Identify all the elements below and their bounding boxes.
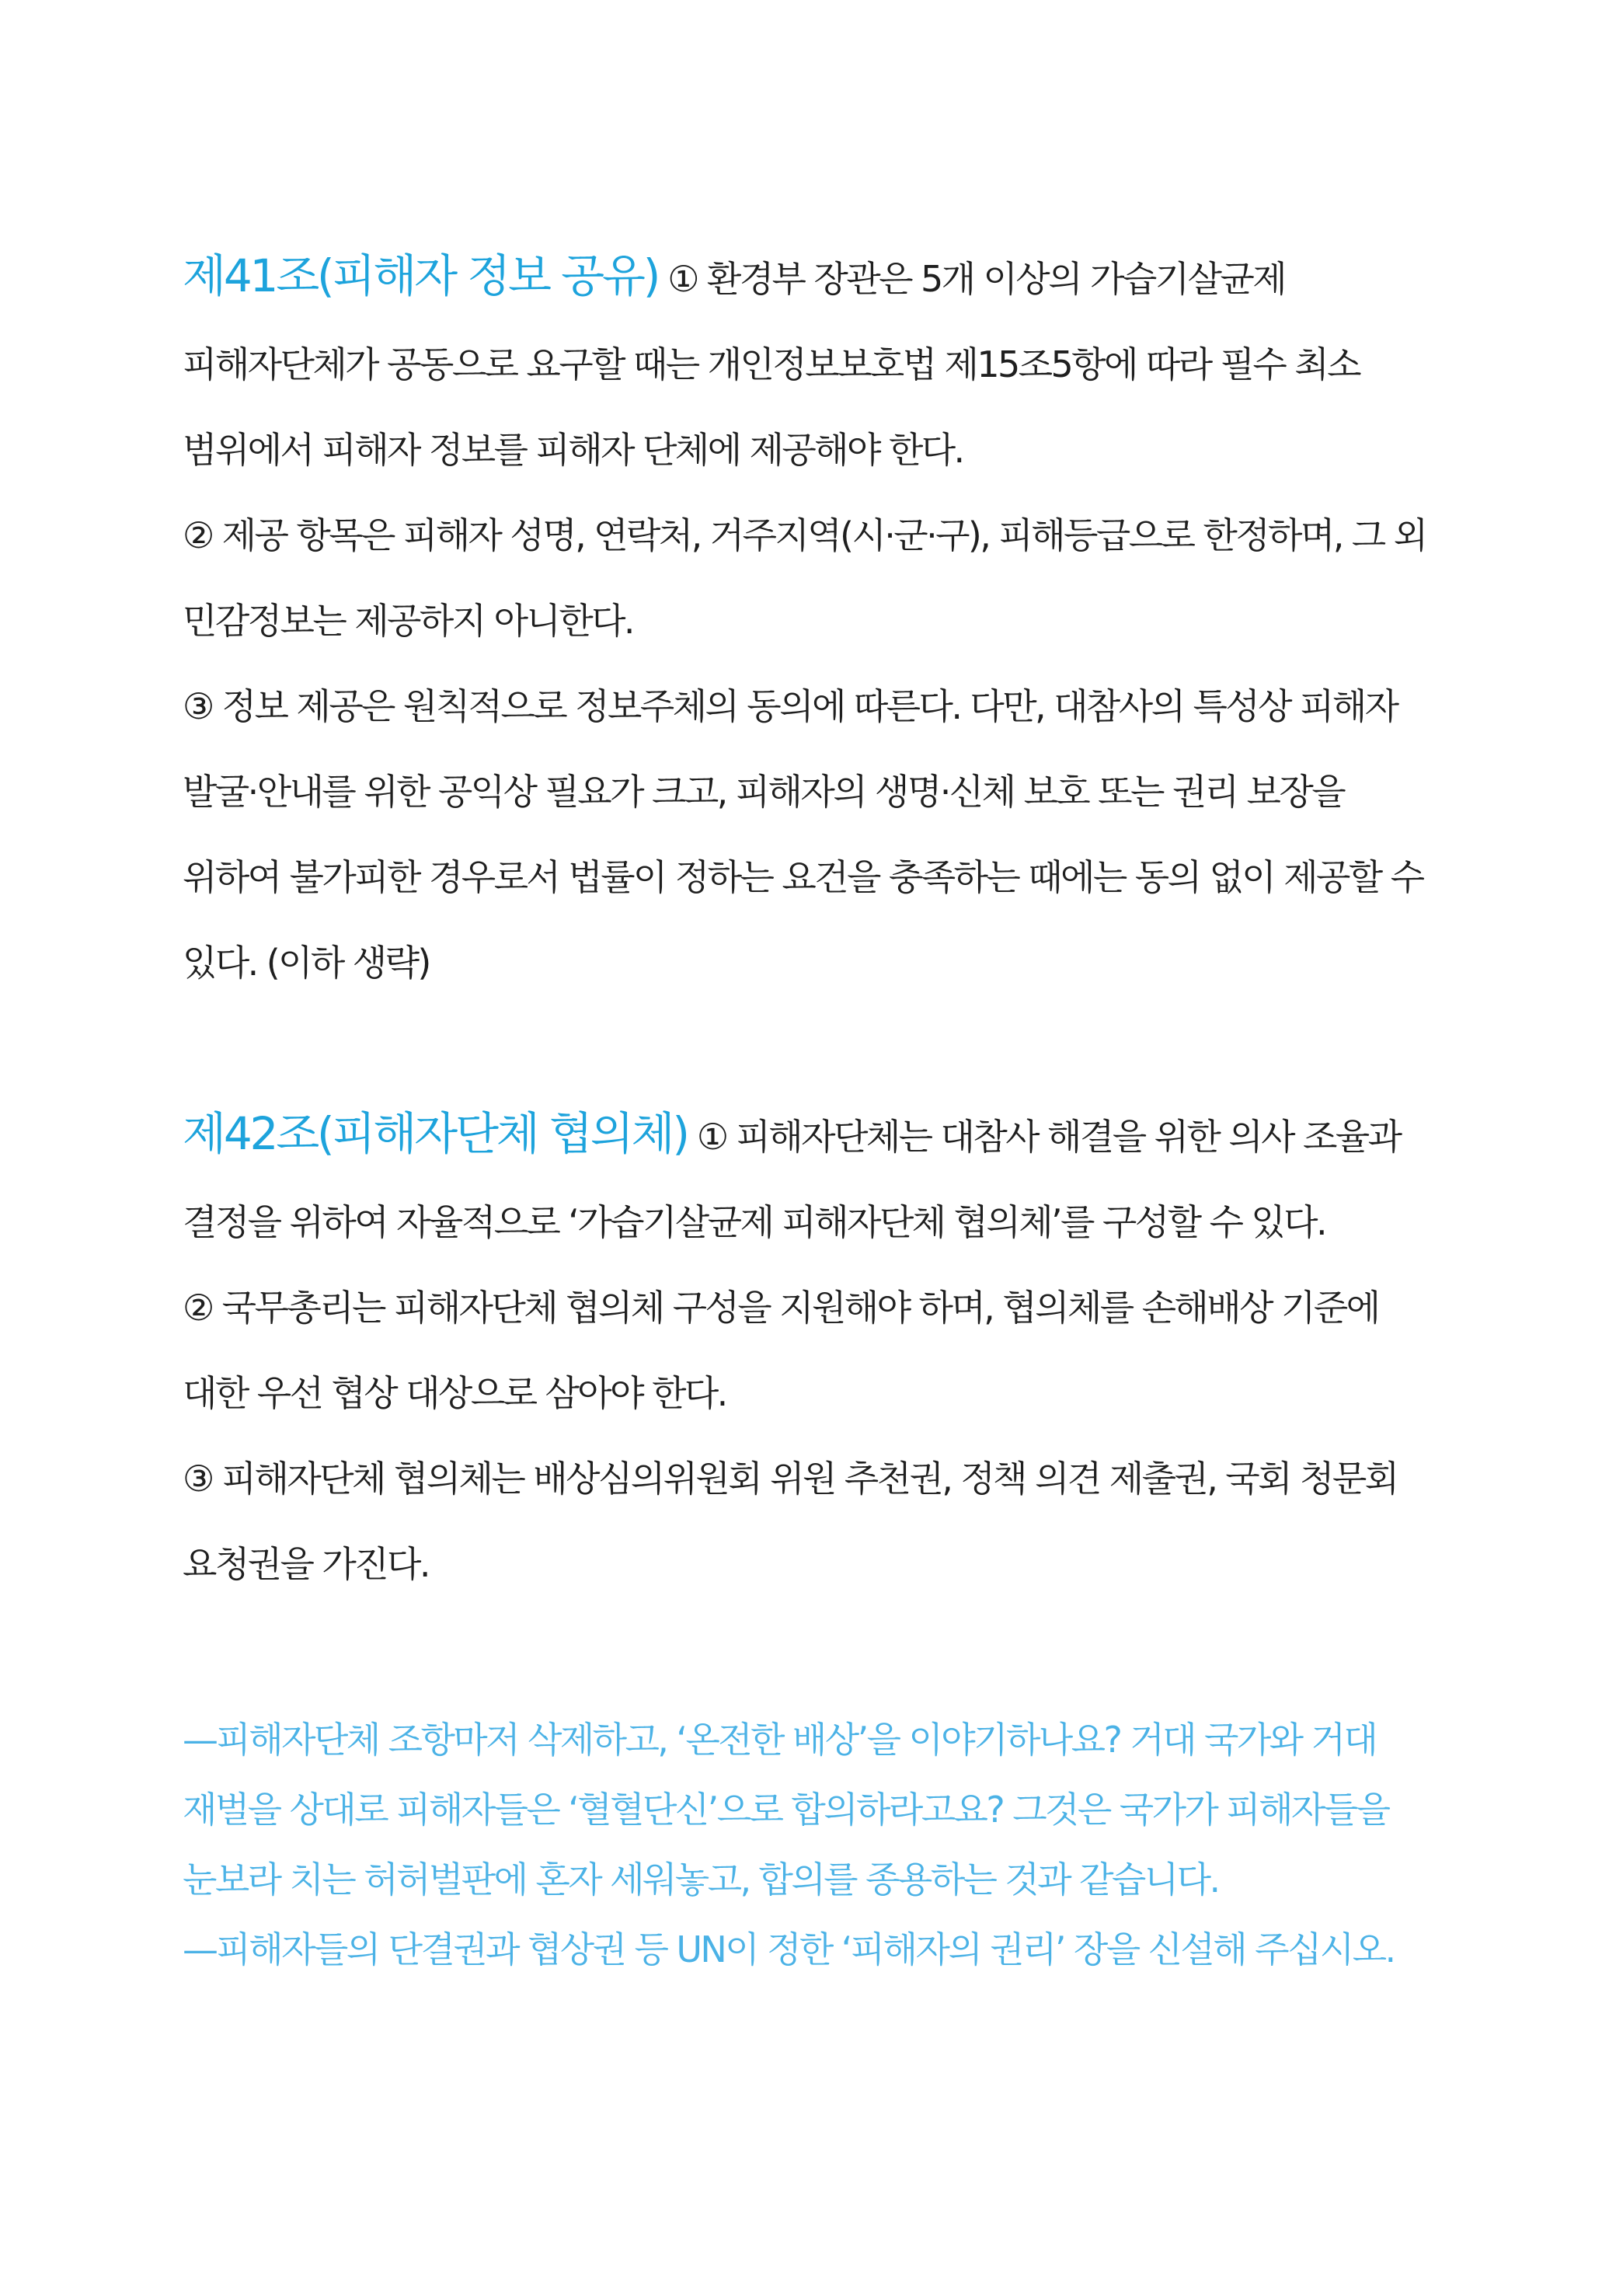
victims-appeal xyxy=(183,1705,1445,1984)
article-41-clause-1-text: ① 환경부 장관은 5개 이상의 가습기살균제 피해자단체가 공동으로 요구할 때는 개인정보보호법 제15조5항에 따라 필수 최소 범위에서 피해자 정보를 피해자 단체에 제공해야 한다. xyxy=(183,258,1360,471)
article-42 xyxy=(183,1091,1445,1607)
article-41 xyxy=(183,233,1445,1005)
appeal-paragraph-2: —피해자들의 단결권과 협상권 등 UN이 정한 ‘피해자의 권리’ 장을 신설해 주십시오. xyxy=(183,1928,1395,1970)
article-42-clause-1-text: ① 피해자단체는 대참사 해결을 위한 의사 조율과 결정을 위하여 자율적으로 ‘가습기살균제 피해자단체 협의체’를 구성할 수 있다. xyxy=(183,1116,1401,1243)
article-41-clause-1 xyxy=(183,233,1445,493)
article-42-clause-1 xyxy=(183,1091,1445,1265)
article-42-clause-2: ② 국무총리는 피해자단체 협의체 구성을 지원해야 하며, 협의체를 손해배상 기준에 대한 우선 협상 대상으로 삼아야 한다. xyxy=(183,1287,1379,1414)
article-42-clause-3: ③ 피해자단체 협의체는 배상심의위원회 위원 추천권, 정책 의견 제출권, 국회 청문회 요청권을 가진다. xyxy=(183,1458,1398,1585)
article-42-heading: 제42조(피해자단체 협의체) xyxy=(183,1107,688,1160)
appeal-paragraph-1: —피해자단체 조항마저 삭제하고, ‘온전한 배상’을 이야기하나요? 거대 국가와 거대 재벌을 상대로 피해자들은 ‘혈혈단신’으로 합의하라고요? 그것은 국가가 피해자들을 눈보라 치는 허허벌판에 혼자 세워놓고, 합의를 종용하는 것과 같습니다. xyxy=(183,1719,1389,1901)
article-41-clause-3: ③ 정보 제공은 원칙적으로 정보주체의 동의에 따른다. 다만, 대참사의 특성상 피해자 발굴·안내를 위한 공익상 필요가 크고, 피해자의 생명·신체 보호 또는 권리 보장을 위하여 불가피한 경우로서 법률이 정하는 요건을 충족하는 때에는 동의 없이 제공할 수 있다. (이하 생략) xyxy=(183,685,1423,984)
article-41-clause-2: ② 제공 항목은 피해자 성명, 연락처, 거주지역(시·군·구), 피해등급으로 한정하며, 그 외 민감정보는 제공하지 아니한다. xyxy=(183,514,1426,642)
article-41-heading: 제41조(피해자 정보 공유) xyxy=(183,249,659,302)
